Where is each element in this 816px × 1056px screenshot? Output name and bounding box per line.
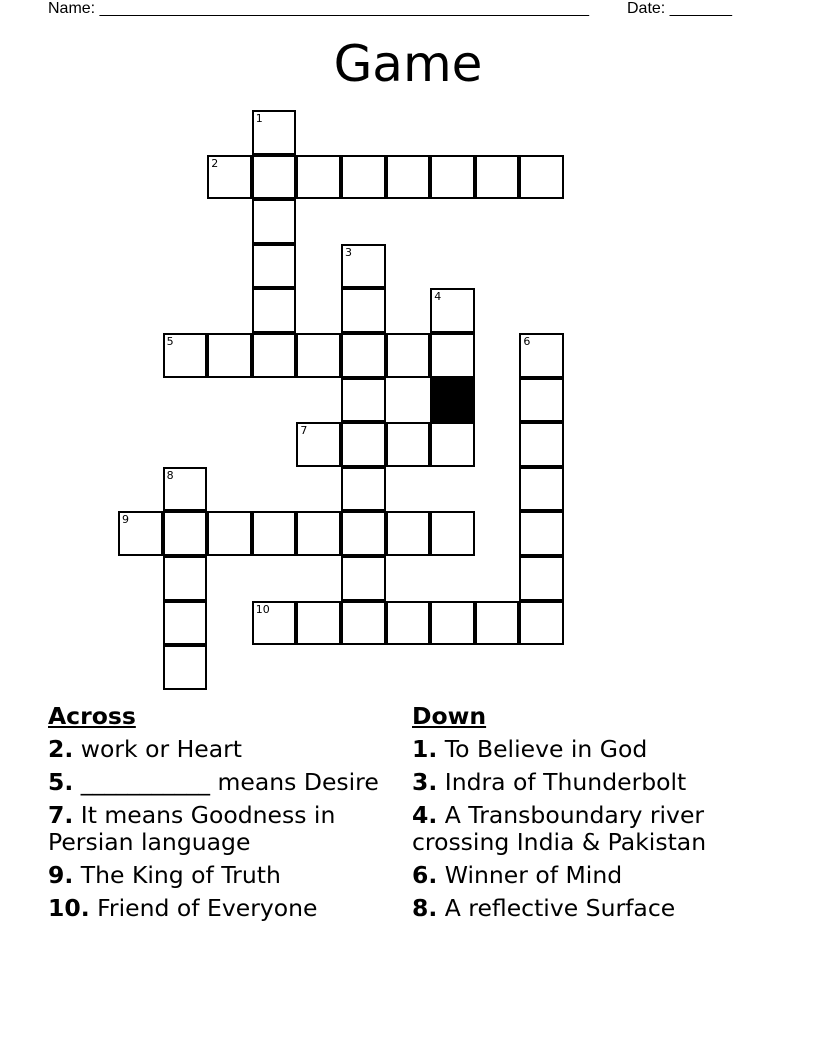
cell-number: 8 — [166, 468, 174, 482]
crossword-cell[interactable] — [519, 467, 564, 512]
down-heading: Down — [412, 702, 487, 730]
crossword-cell[interactable] — [207, 511, 252, 556]
crossword-cell[interactable] — [252, 511, 297, 556]
crossword-cell[interactable] — [296, 601, 341, 646]
crossword-cell[interactable] — [341, 378, 386, 423]
crossword-cell[interactable] — [341, 244, 386, 289]
crossword-cell[interactable] — [341, 556, 386, 601]
across-clue — [48, 862, 383, 889]
clue-number: 2. — [48, 735, 74, 763]
puzzle-title: Game — [333, 35, 483, 93]
across-heading: Across — [48, 702, 136, 730]
clue-number: 6. — [412, 861, 438, 889]
crossword-cell[interactable] — [519, 511, 564, 556]
crossword-cell[interactable] — [519, 333, 564, 378]
crossword-cell[interactable] — [252, 333, 297, 378]
clue-text: work or Heart — [80, 735, 243, 763]
clue-text: It means Goodness in Persian language — [48, 801, 336, 856]
clue-number: 7. — [48, 801, 74, 829]
clue-number: 5. — [48, 768, 74, 796]
crossword-cell[interactable] — [430, 422, 475, 467]
clue-text: To Believe in God — [444, 735, 648, 763]
crossword-cell[interactable] — [252, 199, 297, 244]
crossword-cell[interactable] — [296, 155, 341, 200]
clue-number: 4. — [412, 801, 438, 829]
cell-number: 4 — [434, 290, 442, 304]
clue-number: 3. — [412, 768, 438, 796]
crossword-cell[interactable] — [252, 288, 297, 333]
date-field-label: Date: _______ — [627, 0, 732, 17]
crossword-cell[interactable] — [163, 645, 208, 690]
crossword-cell[interactable] — [341, 288, 386, 333]
cell-number: 5 — [166, 335, 174, 348]
crossword-cell[interactable] — [163, 511, 208, 556]
crossword-cell[interactable] — [296, 511, 341, 556]
crossword-cell[interactable] — [163, 556, 208, 601]
crossword-cell[interactable] — [296, 333, 341, 378]
clue-number: 9. — [48, 861, 74, 889]
crossword-cell[interactable] — [341, 333, 386, 378]
clue-number: 10. — [48, 894, 90, 922]
cell-number: 9 — [122, 513, 129, 527]
crossword-cell[interactable] — [118, 511, 163, 556]
cell-number: 1 — [255, 112, 263, 125]
crossword-cell[interactable] — [519, 601, 564, 646]
clue-text: A reflective Surface — [444, 894, 676, 922]
crossword-cell[interactable] — [163, 333, 208, 378]
crossword-cell[interactable] — [430, 601, 475, 646]
crossword-cell[interactable] — [519, 378, 564, 423]
crossword-cell[interactable] — [519, 556, 564, 601]
down-clue — [412, 895, 752, 922]
crossword-cell[interactable] — [341, 601, 386, 646]
crossword-cell[interactable] — [430, 511, 475, 556]
crossword-cell[interactable] — [252, 110, 297, 155]
crossword-cell[interactable] — [386, 422, 431, 467]
crossword-cell[interactable] — [430, 333, 475, 378]
crossword-cell[interactable] — [475, 155, 520, 200]
cell-number: 10 — [255, 602, 270, 616]
across-clues — [48, 702, 383, 928]
down-clue — [412, 862, 752, 889]
across-clue — [48, 802, 383, 856]
cell-number: 3 — [345, 245, 352, 259]
crossword-cell[interactable] — [252, 601, 297, 646]
down-clue — [412, 769, 752, 796]
name-field-label: Name: _______________________________________________________ — [48, 0, 589, 17]
crossword-cell[interactable] — [207, 155, 252, 200]
cell-number: 2 — [211, 156, 219, 170]
across-clue — [48, 769, 383, 796]
clue-text: The King of Truth — [80, 861, 281, 889]
clue-text: Friend of Everyone — [97, 894, 318, 922]
crossword-cell[interactable] — [386, 155, 431, 200]
across-clue — [48, 895, 383, 922]
crossword-cell[interactable] — [430, 155, 475, 200]
crossword-cell[interactable] — [519, 422, 564, 467]
crossword-cell[interactable] — [386, 511, 431, 556]
crossword-cell[interactable] — [252, 244, 297, 289]
clue-text: ___________ means Desire — [80, 768, 379, 796]
crossword-cell[interactable] — [207, 333, 252, 378]
crossword-cell[interactable] — [341, 511, 386, 556]
down-clue — [412, 736, 752, 763]
clue-text: Winner of Mind — [444, 861, 623, 889]
crossword-cell[interactable] — [386, 333, 431, 378]
crossword-cell[interactable] — [163, 601, 208, 646]
crossword-cell[interactable] — [430, 288, 475, 333]
crossword-cell[interactable] — [296, 422, 341, 467]
down-clues — [412, 702, 752, 928]
crossword-cell[interactable] — [341, 422, 386, 467]
crossword-cell[interactable] — [341, 155, 386, 200]
cell-number: 6 — [523, 335, 531, 348]
crossword-black-cell — [430, 378, 475, 423]
crossword-cell[interactable] — [519, 155, 564, 200]
cell-number: 7 — [300, 424, 308, 438]
clue-number: 8. — [412, 894, 438, 922]
clue-number: 1. — [412, 735, 438, 763]
crossword-cell[interactable] — [386, 601, 431, 646]
crossword-cell[interactable] — [163, 467, 208, 512]
crossword-cell[interactable] — [252, 155, 297, 200]
crossword-cell[interactable] — [341, 467, 386, 512]
clue-text: Indra of Thunderbolt — [444, 768, 687, 796]
crossword-cell[interactable] — [475, 601, 520, 646]
across-clue — [48, 736, 383, 763]
down-clue — [412, 802, 752, 856]
clue-text: A Transboundary river crossing India & Pakistan — [412, 801, 707, 856]
